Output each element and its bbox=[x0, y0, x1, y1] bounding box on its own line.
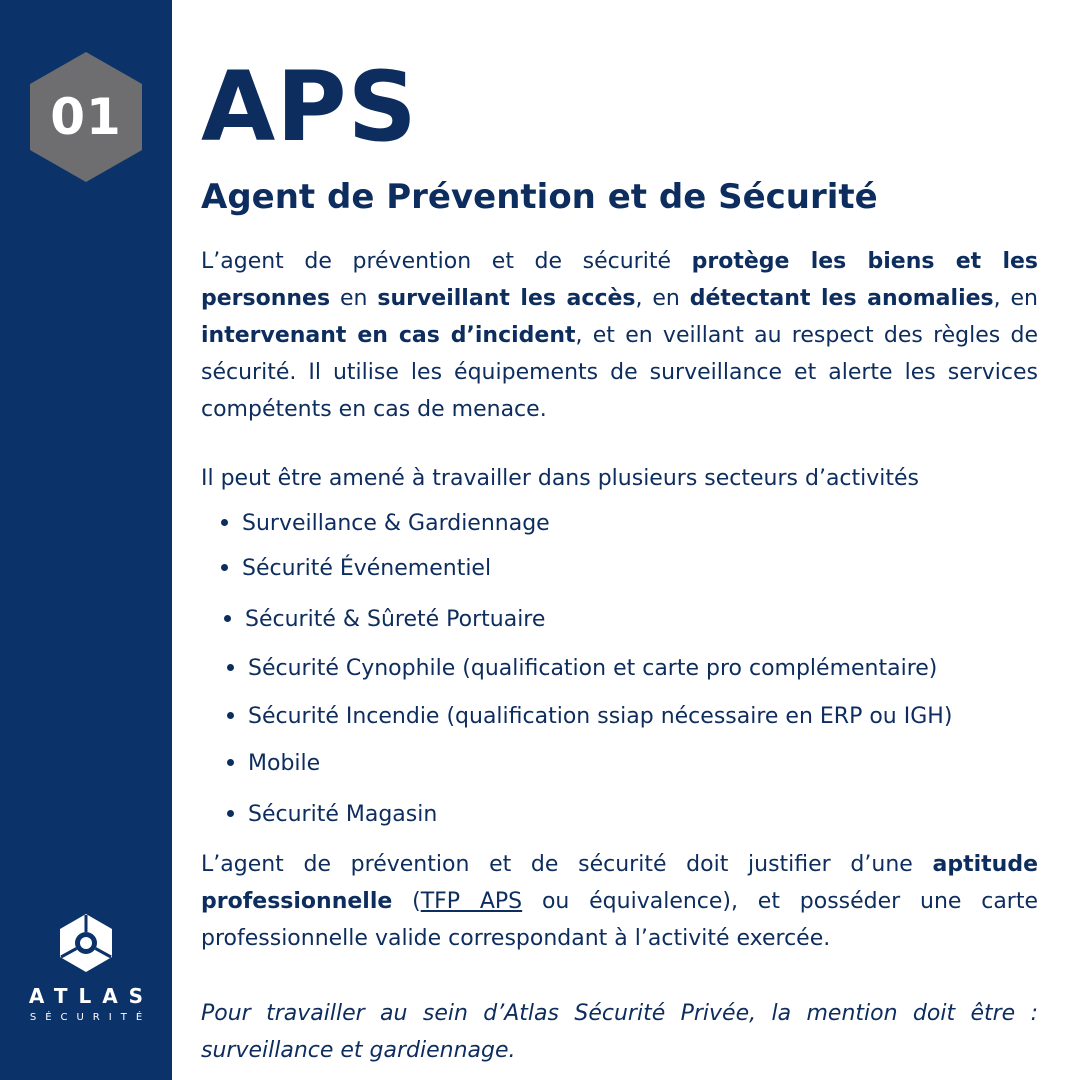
sector-label: Sécurité Incendie (qualification ssiap nécessaire en ERP ou IGH) bbox=[248, 704, 953, 729]
intro-bold-4: intervenant en cas d’incident bbox=[201, 323, 576, 348]
badge-number: 01 bbox=[50, 88, 122, 146]
bullet-icon bbox=[227, 810, 234, 817]
sector-label: Sécurité Événementiel bbox=[242, 556, 492, 581]
sector-label: Sécurité & Sûreté Portuaire bbox=[245, 607, 546, 632]
bullet-icon bbox=[227, 759, 234, 766]
sidebar bbox=[0, 0, 172, 1080]
requirement-text-2: ( bbox=[392, 889, 421, 914]
sector-label: Sécurité Cynophile (qualification et carte pro complémentaire) bbox=[248, 656, 938, 681]
sector-item bbox=[224, 605, 545, 635]
sector-label: Sécurité Magasin bbox=[248, 802, 438, 827]
intro-bold-3: détectant les anomalies bbox=[689, 286, 994, 311]
bullet-icon bbox=[227, 664, 234, 671]
sector-item bbox=[227, 749, 320, 779]
sectors-intro: Il peut être amené à travailler dans plusieurs secteurs d’activités bbox=[201, 466, 920, 491]
intro-bold-1: protège les biens et les personnes bbox=[201, 249, 1038, 311]
sector-label: Surveillance & Gardiennage bbox=[242, 511, 550, 536]
sector-item bbox=[227, 654, 937, 684]
requirement-text-3: ou équivalence), et posséder une carte professionnelle valide correspondant à l’activité exercée. bbox=[201, 889, 1039, 951]
atlas-logo-icon bbox=[56, 912, 116, 974]
bullet-icon bbox=[221, 519, 228, 526]
bullet-icon bbox=[221, 564, 228, 571]
requirement-paragraph bbox=[201, 846, 1038, 957]
bullet-icon bbox=[224, 615, 231, 622]
brand-subtitle: SÉCURITÉ bbox=[29, 1012, 152, 1023]
intro-text-2: en bbox=[330, 286, 378, 311]
page-title: APS bbox=[201, 51, 418, 163]
sector-item bbox=[227, 800, 437, 830]
sector-item bbox=[221, 509, 550, 539]
sector-label: Mobile bbox=[248, 751, 321, 776]
intro-text-1: L’agent de prévention et de sécurité bbox=[201, 249, 692, 274]
number-badge bbox=[30, 52, 142, 182]
tfp-aps-link[interactable]: TFP APS bbox=[420, 889, 523, 914]
brand-name: ATLAS bbox=[28, 984, 155, 1008]
mention-note: Pour travailler au sein d’Atlas Sécurité Privée, la mention doit être : surveillance et gardiennage. bbox=[201, 1001, 1038, 1063]
intro-text-3: , en bbox=[635, 286, 690, 311]
brand-logo-block bbox=[0, 912, 172, 1023]
intro-paragraph bbox=[201, 243, 1038, 428]
intro-bold-2: surveillant les accès bbox=[377, 286, 636, 311]
intro-text-4: , en bbox=[993, 286, 1038, 311]
sector-item bbox=[221, 554, 491, 584]
page-subtitle: Agent de Prévention et de Sécurité bbox=[201, 177, 878, 217]
bullet-icon bbox=[227, 712, 234, 719]
sector-item bbox=[227, 702, 952, 732]
requirement-text-1: L’agent de prévention et de sécurité doit justifier d’une bbox=[201, 852, 933, 877]
intro-text-5: , et en veillant au respect des règles de sécurité. Il utilise les équipements de surveillance et alerte les services compétents en cas de menace. bbox=[201, 323, 1038, 422]
requirement-bold: aptitude professionnelle bbox=[201, 852, 1038, 914]
